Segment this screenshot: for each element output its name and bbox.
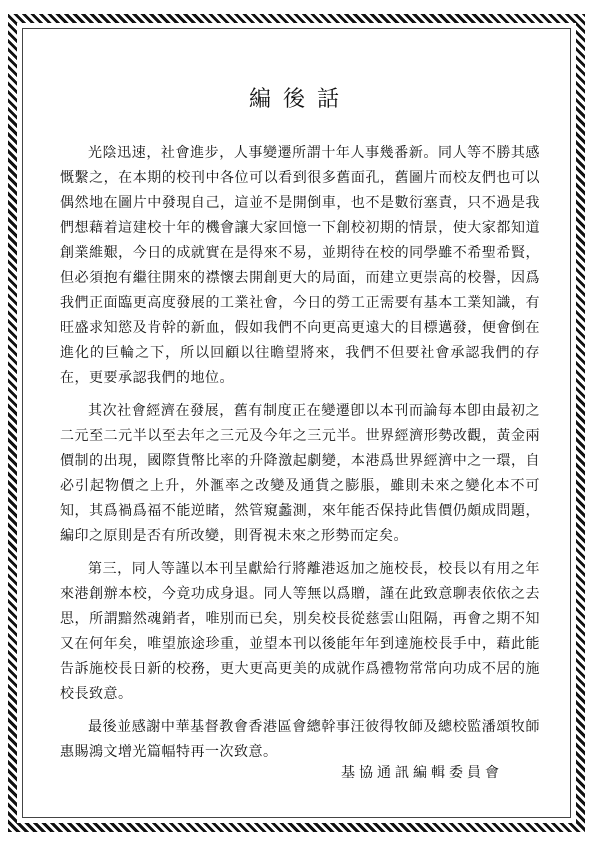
editorial-body	[60, 82, 540, 773]
signature-committee: 基協通訊編輯委員會	[341, 765, 503, 781]
paragraph-1: 光陰迅速，社會進步，人事變遷所謂十年人事幾番新。同人等不勝其感慨繫之，在本期的校刊中各位可以看到很多舊面孔，舊圖片而校友們也可以偶然地在圖片中發現自己，這並不是開倒車，也不是數衍塞責，只不過是我們想藉着這建校十年的機會讓大家回憶一下創校初期的情景，使大家都知道創業維艱，今日的成就實在是得來不易，並期待在校的同學雖不希聖希賢，但必須抱有繼往開來的襟懷去開創更大的局面，而建立更崇高的校譽，因爲我們正面臨更高度發展的工業社會，今日的勞工正需要有基本工業知識，有旺盛求知慾及肯幹的新血，假如我們不向更高更遠大的目標邁發，便會倒在進化的巨輪之下，所以回顧以往瞻望將來，我們不但要社會承認我們的存在，更要承認我們的地位。	[60, 145, 540, 386]
page-title: 編後話	[248, 87, 351, 112]
paragraph-4: 最後並感謝中華基督教會香港區會總幹事汪彼得牧師及總校監潘頌牧師惠賜鴻文增光篇幅特再一次致意。	[60, 719, 540, 760]
paragraph-3: 第三，同人等謹以本刊呈獻給行將離港返加之施校長，校長以有用之年來港創辦本校，今竟功成身退。同人等無以爲贈，謹在此致意聊表依依之去思，所謂黯然魂銷者，唯別而已矣，別矣校長從慈雲山阻隔，再會之期不知又在何年矣，唯望旅途珍重，並望本刊以後能年年到達施校長手中，藉此能告訴施校長日新的校務，更大更高更美的成就作爲禮物常常向功成不居的施校長致意。	[60, 561, 540, 702]
paragraph-2: 其次社會經濟在發展，舊有制度正在變遷卽以本刊而論每本卽由最初之二元至二元半以至去年之三元及今年之三元半。世界經濟形勢改觀，黃金兩價制的出現，國際貨幣比率的升降激起劇變，本港爲世界經濟中之一環，自必引起物價之上升，外滙率之改變及通貨之膨脹，雖則未來之變化本不可知，其爲禍爲福不能逆睹，然管窺蠡測，來年能否保持此售價仍頗成問題，編印之原則是否有所改變，則胥視未來之形勢而定矣。	[60, 403, 540, 544]
